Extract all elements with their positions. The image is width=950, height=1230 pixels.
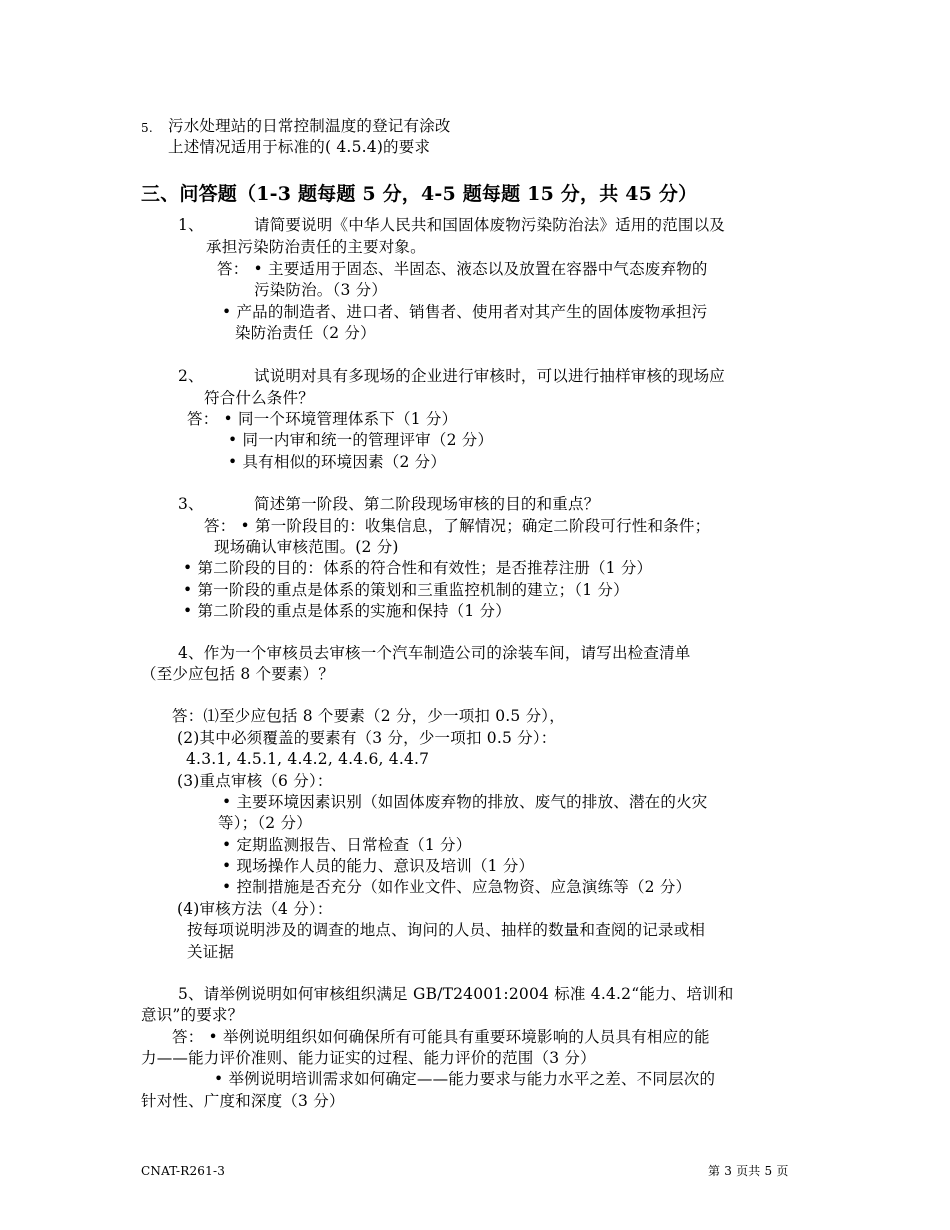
q1-answer-line4: 染防治责任（2 分） [235, 324, 376, 342]
q4-answer-line1: 答：⑴至少应包括 8 个要素（2 分，少一项扣 0.5 分）， [172, 707, 565, 725]
q1-answer-line2: 污染防治。（3 分） [254, 281, 388, 299]
q4-question-line2: （至少应包括 8 个要素）？ [141, 665, 335, 683]
q4-question-line1: 4、作为一个审核员去审核一个汽车制造公司的涂装车间，请写出检查清单 [178, 644, 691, 662]
q2-number: 2、 [178, 367, 204, 385]
footer-doc-code: CNAT-R261-3 [141, 1164, 226, 1178]
item-number: 5. [141, 121, 153, 135]
q2-answer-line3: • 具有相似的环境因素（2 分） [228, 453, 447, 471]
q2-question-line2: 符合什么条件？ [204, 389, 314, 407]
q4-answer-line4: (3)重点审核（6 分）： [177, 772, 333, 790]
q3-answer-line1: 答： • 第一阶段目的：收集信息，了解情况；确定二阶段可行性和条件； [204, 517, 711, 535]
q3-answer-line4: • 第一阶段的重点是体系的策划和三重监控机制的建立；（1 分） [183, 581, 629, 599]
section-title: 三、问答题（1-3 题每题 5 分，4-5 题每题 15 分，共 45 分） [141, 183, 698, 205]
applies-text: 上述情况适用于标准的( 4.5.4)的要求 [168, 138, 431, 156]
q1-answer-line3: • 产品的制造者、进口者、销售者、使用者对其产生的固体废物承担污 [222, 303, 708, 321]
q3-answer-line3: • 第二阶段的目的：体系的符合性和有效性；是否推荐注册（1 分） [183, 559, 653, 577]
q1-question-line2: 承担污染防治责任的主要对象。 [206, 238, 426, 256]
q4-answer-line2: (2)其中必须覆盖的要素有（3 分，少一项扣 0.5 分）： [177, 729, 557, 747]
footer-page-number: 第 3 页共 5 页 [708, 1164, 789, 1178]
q1-number: 1、 [178, 216, 204, 234]
q5-answer-line1: 答： • 举例说明组织如何确保所有可能具有重要环境影响的人员具有相应的能 [172, 1028, 710, 1046]
q4-answer-line5: • 主要环境因素识别（如固体废弃物的排放、废气的排放、潜在的火灾 [222, 793, 708, 811]
q4-answer-line12: 关证据 [187, 943, 235, 961]
item-text: 污水处理站的日常控制温度的登记有涂改 [168, 117, 451, 135]
q4-answer-line7: • 定期监测报告、日常检查（1 分） [222, 836, 472, 854]
q4-answer-clauses: 4.3.1, 4.5.1, 4.4.2, 4.4.6, 4.4.7 [186, 750, 430, 768]
q3-answer-line2: 现场确认审核范围。(2 分) [214, 538, 399, 556]
q4-answer-line9: • 控制措施是否充分（如作业文件、应急物资、应急演练等（2 分） [222, 878, 692, 896]
q1-answer-line1: 答： • 主要适用于固态、半固态、液态以及放置在容器中气态废弃物的 [217, 260, 708, 278]
q4-answer-line11: 按每项说明涉及的调查的地点、询问的人员、抽样的数量和查阅的记录或相 [187, 921, 706, 939]
q3-answer-line5: • 第二阶段的重点是体系的实施和保持（1 分） [183, 602, 511, 620]
q2-answer-line1: 答： • 同一个环境管理体系下（1 分） [187, 410, 458, 428]
q5-answer-line4: 针对性、广度和深度（3 分） [141, 1092, 345, 1110]
q5-answer-line2: 力——能力评价准则、能力证实的过程、能力评价的范围（3 分） [141, 1049, 596, 1067]
q2-question-line1: 试说明对具有多现场的企业进行审核时，可以进行抽样审核的现场应 [254, 367, 726, 385]
q5-question-line1: 5、请举例说明如何审核组织满足 GB/T24001:2004 标准 4.4.2“能力、培训和 [178, 985, 734, 1003]
q3-number: 3、 [178, 495, 204, 513]
q4-answer-line6: 等）；（2 分） [218, 814, 312, 832]
q5-answer-line3: • 举例说明培训需求如何确定——能力要求与能力水平之差、不同层次的 [214, 1070, 716, 1088]
q1-question-line1: 请简要说明《中华人民共和国固体废物污染防治法》适用的范围以及 [254, 216, 726, 234]
q4-answer-line10: (4)审核方法（4 分）： [177, 900, 333, 918]
q4-answer-line8: • 现场操作人员的能力、意识及培训（1 分） [222, 857, 535, 875]
q5-question-line2: 意识”的要求？ [141, 1006, 244, 1024]
q2-answer-line2: • 同一内审和统一的管理评审（2 分） [228, 431, 494, 449]
q3-question-line1: 简述第一阶段、第二阶段现场审核的目的和重点？ [254, 495, 600, 513]
